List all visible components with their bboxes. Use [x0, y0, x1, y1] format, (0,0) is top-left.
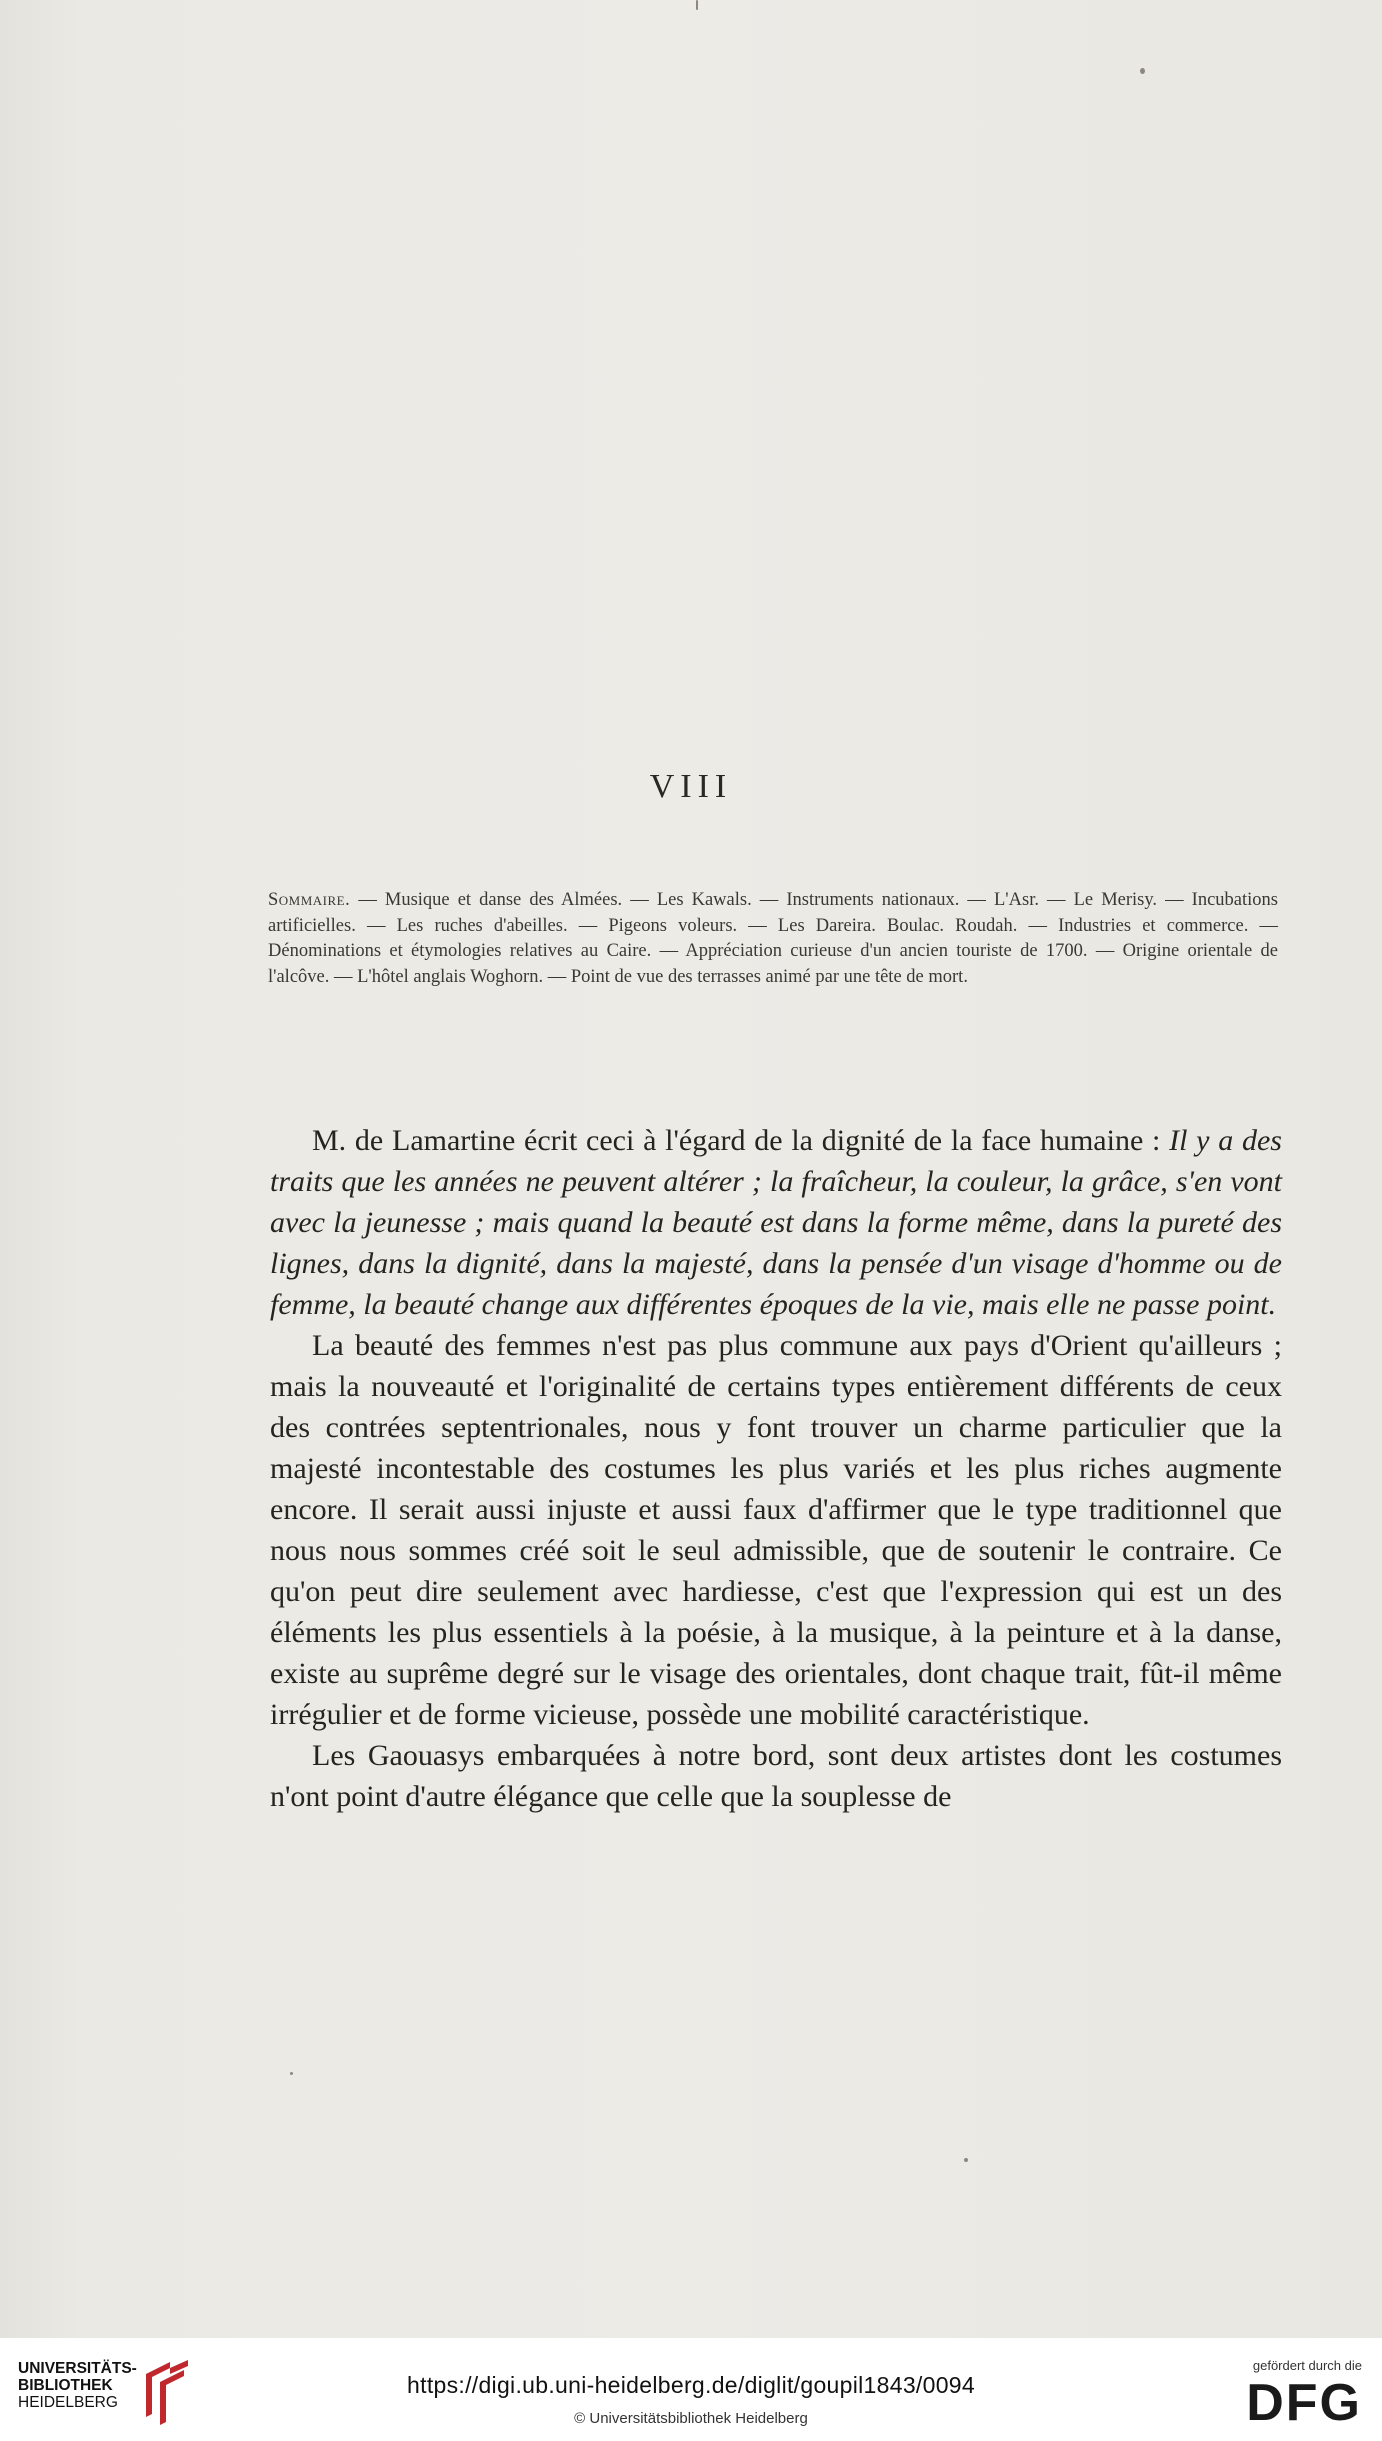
paper-speck [696, 0, 698, 10]
paragraph-1-intro: M. de Lamartine écrit ceci à l'égard de la dignité de la face humaine : [312, 1124, 1170, 1157]
paper-speck [290, 2072, 293, 2075]
library-name-line-3: HEIDELBERG [18, 2394, 118, 2411]
paragraph-3: Les Gaouasys embarquées à notre bord, sont deux artistes dont les costumes n'ont point d'autre élégance que celle que la souplesse de [270, 1739, 1282, 1813]
summary-text: — Musique et danse des Almées. — Les Kawals. — Instruments nationaux. — L'Asr. — Le Merisy. — Incubations artificielles. — Les ruches d'abeilles. — Pigeons voleurs. — Les Dareira. Boulac. Roudah. — Industries et commerce. — Dénominations et étymologies relatives au Caire. — Appréciation curieuse d'un ancien touriste de 1700. — Origine orientale de l'alcôve. — L'hôtel anglais Woghorn. — Point de vue des terrasses animé par une tête de mort. [268, 890, 1278, 987]
body-text [270, 1120, 1282, 1817]
copyright-notice: © Universitätsbibliothek Heidelberg [574, 2410, 808, 2427]
library-name-line-1: UNIVERSITÄTS- [18, 2360, 137, 2377]
paper-speck [1140, 68, 1145, 74]
dfg-logo: DFG [1246, 2374, 1362, 2432]
permalink-url[interactable]: https://digi.ub.uni-heidelberg.de/diglit/goupil1843/0094 [407, 2372, 975, 2398]
paper-speck [964, 2158, 968, 2162]
library-name-line-2: BIBLIOTHEK [18, 2377, 113, 2394]
chapter-number: VIII [649, 768, 733, 805]
paragraph-2: La beauté des femmes n'est pas plus commune aux pays d'Orient qu'ailleurs ; mais la nouveauté et l'originalité de certains types entièrement différents de ceux des contrées septentrionales, nous y font trouver un charme particulier que la majesté incontestable des costumes les plus variés et les plus riches augmente encore. Il serait aussi injuste et aussi faux d'affirmer que le type traditionnel que nous nous sommes créé soit le seul admissible, que de soutenir le contraire. Ce qu'on peut dire seulement avec hardiesse, c'est que l'expression qui est un des éléments les plus essentiels à la poésie, à la musique, à la peinture et à la danse, existe au suprême degré sur le visage des orientales, dont chaque trait, fût-il même irrégulier et de forme vicieuse, possède une mobilité caractéristique. [270, 1329, 1282, 1731]
summary-label: Sommaire. [268, 890, 351, 910]
paragraph-1 [270, 1120, 1282, 1325]
funder-caption: gefördert durch die [1252, 2358, 1362, 2373]
viewer-footer [0, 2338, 1382, 2441]
paragraph-1-quote: Il y a des traits que les années ne peuvent altérer ; la fraîcheur, la couleur, la grâce, s'en vont avec la jeunesse ; mais quand la beauté est dans la forme même, dans la pureté des lignes, dans la dignité, dans la majesté, dans la pensée d'un visage d'homme ou de femme, la beauté change aux différentes époques de la vie, mais elle ne passe point. [270, 1124, 1282, 1321]
show-through-text [250, 305, 1300, 575]
chapter-summary [268, 888, 1278, 990]
